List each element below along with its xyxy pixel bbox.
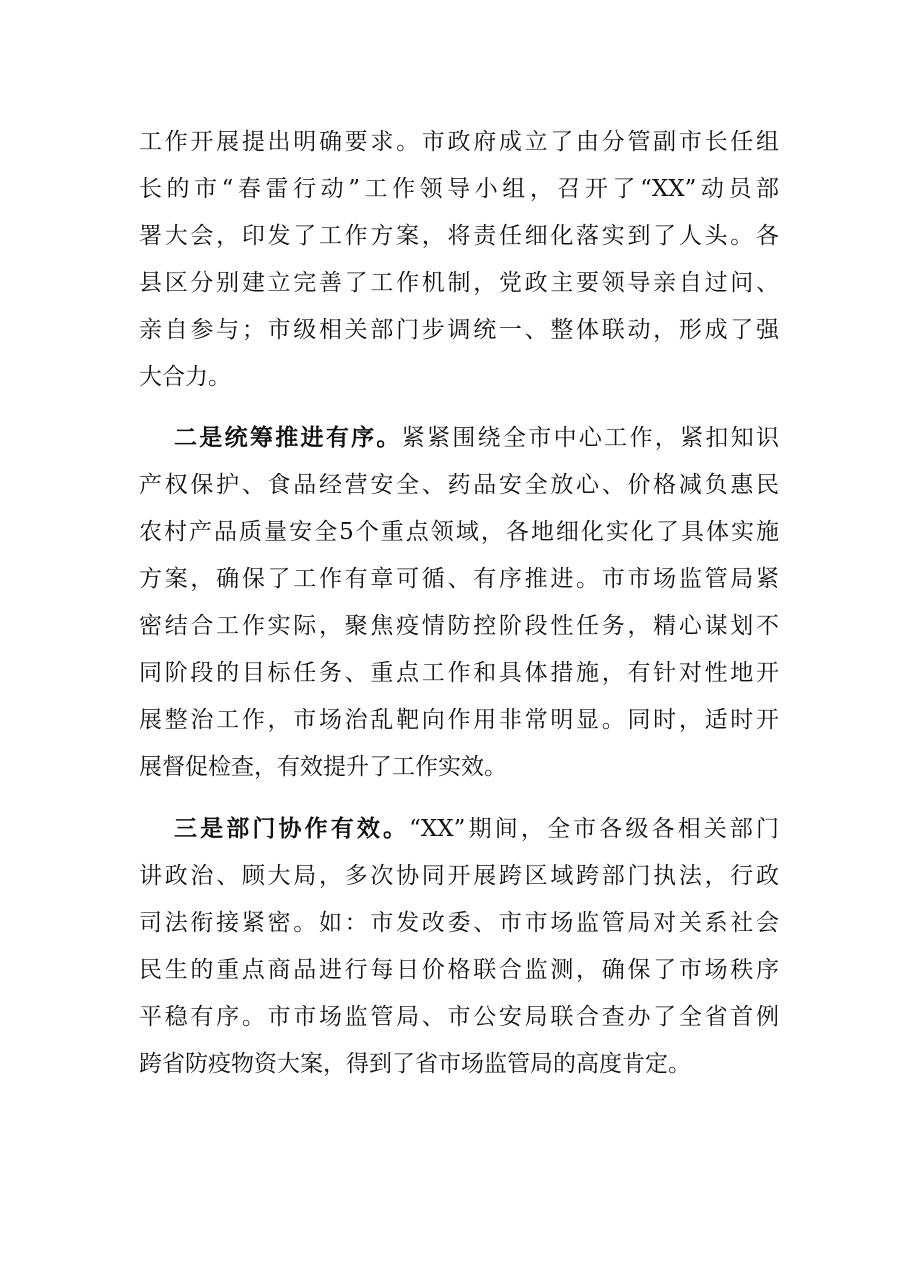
paragraph-line: 平稳有序。市市场监管局、市公安局联合查办了全省首例 [139,1004,779,1030]
paragraph-1 [139,119,779,401]
paragraph-line-text: “XX”期间，全市各级各相关部门 [409,816,779,842]
paragraph-line: 县区分别建立完善了工作机制，党政主要领导亲自过问、 [139,270,779,296]
paragraph-line: 司法衔接紧密。如：市发改委、市市场监管局对关系社会 [139,910,779,936]
paragraph-lead-heading: 三是部门协作有效。 [174,816,410,842]
paragraph-line: 产权保护、食品经营安全、药品安全放心、价格减负惠民 [139,472,779,498]
paragraph-2 [139,415,779,791]
paragraph-line-text: 紧紧围绕全市中心工作，紧扣知识 [401,425,779,451]
paragraph-line: 长的市“春雷行动”工作领导小组，召开了“XX”动员部 [139,176,779,202]
paragraph-line: 密结合工作实际，聚焦疫情防控阶段性任务，精心谋划不 [139,613,779,639]
paragraph-first-line [139,415,779,462]
paragraph-line: 同阶段的目标任务、重点工作和具体措施，有针对性地开 [139,660,779,686]
paragraph-line: 署大会，印发了工作方案，将责任细化落实到了人头。各 [139,223,779,249]
paragraph-lead-heading: 二是统筹推进有序。 [174,425,402,451]
paragraph-line: 方案，确保了工作有章可循、有序推进。市市场监管局紧 [139,566,779,592]
paragraph-line: 大合力。 [139,364,231,390]
paragraph-line: 跨省防疫物资大案，得到了省市场监管局的高度肯定。 [139,1051,691,1077]
paragraph-line: 展整治工作，市场治乱靶向作用非常明显。同时，适时开 [139,707,779,733]
paragraph-line: 亲自参与；市级相关部门步调统一、整体联动，形成了强 [139,317,779,343]
paragraph-line: 讲政治、顾大局，多次协同开展跨区域跨部门执法，行政 [139,863,779,889]
paragraph-line: 农村产品质量安全5个重点领域，各地细化实化了具体实施 [139,519,779,545]
paragraph-3 [139,806,779,1088]
paragraph-line: 民生的重点商品进行每日价格联合监测，确保了市场秩序 [139,957,779,983]
paragraph-line: 工作开展提出明确要求。市政府成立了由分管副市长任组 [139,129,779,155]
paragraph-line: 展督促检查，有效提升了工作实效。 [139,754,507,780]
paragraph-first-line [139,806,779,853]
